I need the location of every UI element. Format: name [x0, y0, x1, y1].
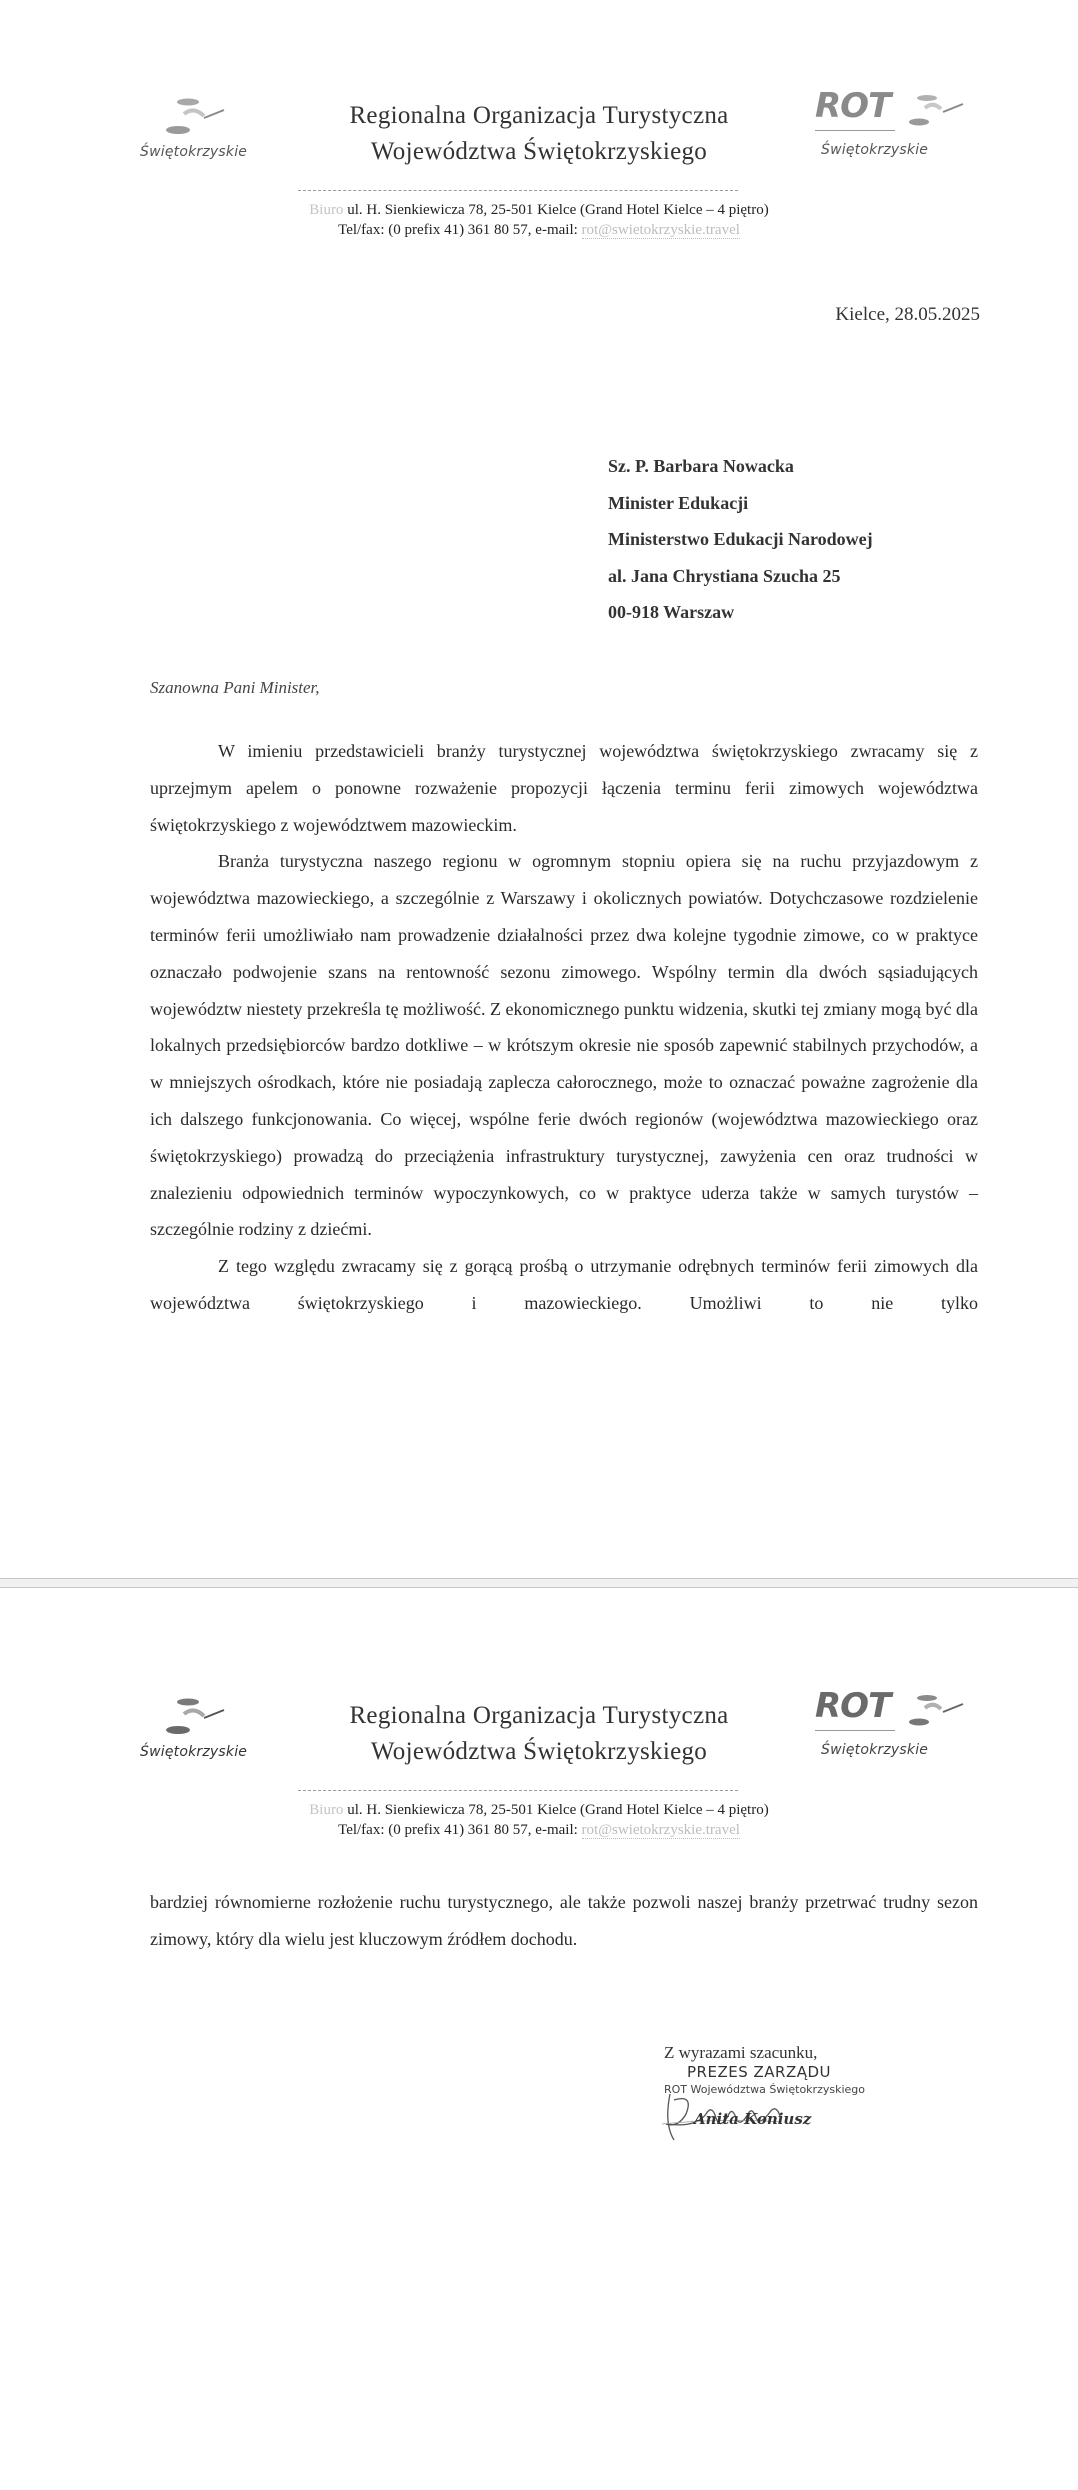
contact-line — [0, 1822, 1078, 1839]
letter-body-continued — [150, 1884, 978, 1958]
salutation: Szanowna Pani Minister, — [150, 678, 320, 697]
letter-date: Kielce, 28.05.2025 — [835, 304, 980, 325]
org-name-line1: Regionalna Organizacja Turystyczna — [349, 1702, 729, 1729]
org-name-line2: Województwa Świętokrzyskiego — [370, 138, 708, 165]
letterhead-rule — [298, 1790, 738, 1791]
signer-name: Anita Koniusz — [694, 2110, 812, 2128]
letterhead-rule — [298, 190, 738, 191]
contact-email[interactable]: rot@swietokrzyskie.travel — [581, 1822, 740, 1838]
address-line — [0, 202, 1078, 219]
letterhead — [0, 1680, 1078, 1850]
rot-logo — [815, 86, 985, 170]
org-name-line2: Województwa Świętokrzyskiego — [370, 1738, 708, 1765]
rot-mark: ROT — [815, 86, 891, 126]
address-prefix: Biuro — [309, 1802, 344, 1818]
letter-page-2 — [0, 1588, 1078, 2490]
closing-block — [664, 2043, 865, 2144]
logo-left-text: Świętokrzyskie — [140, 1744, 248, 1760]
body-paragraph: Branża turystyczna naszego regionu w ogromnym stopniu opiera się na ruchu przyjazdowym z województwa mazowieckiego, a szczególnie z Warszawy i okolicznych powiatów. Dotychczasowe rozdzielenie terminów ferii umożliwiało nam prowadzenie działalności przez dwa kolejne tygodnie zimowe, co w praktyce oznaczało podwojenie szans na rentowność sezonu zimowego. Wspólny termin dla dwóch sąsiadujących województw niestety przekreśla tę możliwość. Z ekonomicznego punktu widzenia, skutki tej zmiany mogą być dla lokalnych przedsiębiorców bardzo dotkliwe – w krótszym okresie nie sposób zapewnić stabilnych przychodów, a w mniejszych ośrodkach, które nie posiadają zaplecza całorocznego, może to oznaczać poważne zagrożenie dla ich dalszego funkcjonowania. Co więcej, wspólne ferie dwóch regionów (województwa mazowieckiego oraz świętokrzyskiego) prowadzą do przeciążenia infrastruktury turystycznej, zawyżenia cen oraz trudności w znalezieniu odpowiednich terminów wypoczynkowych, co w praktyce uderza także w samych turystów – szczególnie rodziny z dziećmi. — [150, 851, 978, 1240]
rot-underline — [815, 130, 895, 131]
address: ul. H. Sienkiewicza 78, 25-501 Kielce (Grand Hotel Kielce – 4 piętro) — [347, 1802, 769, 1818]
rot-mark: ROT — [815, 1686, 891, 1726]
letter-body — [150, 733, 978, 1322]
rot-underline — [815, 1730, 895, 1731]
rot-logo — [815, 1686, 985, 1770]
contact-email[interactable]: rot@swietokrzyskie.travel — [581, 222, 740, 238]
logo-right-text: Świętokrzyskie — [821, 142, 929, 158]
logo-right-text: Świętokrzyskie — [821, 1742, 929, 1758]
org-name-line1: Regionalna Organizacja Turystyczna — [349, 102, 729, 129]
address: ul. H. Sienkiewicza 78, 25-501 Kielce (Grand Hotel Kielce – 4 piętro) — [347, 202, 769, 218]
page-break — [0, 1578, 1078, 1588]
letterhead — [0, 80, 1078, 250]
recipient-line: Minister Edukacji — [608, 492, 749, 513]
signer-title: PREZES ZARZĄDU — [687, 2063, 832, 2081]
recipient-block — [608, 448, 873, 631]
logo-left-text: Świętokrzyskie — [140, 144, 248, 160]
address-prefix: Biuro — [309, 202, 344, 218]
body-paragraph: Z tego względu zwracamy się z gorącą prośbą o utrzymanie odrębnych terminów ferii zimowych dla województwa świętokrzyskiego i mazowieckiego. Umożliwi to nie tylko — [150, 1256, 978, 1313]
body-paragraph: W imieniu przedstawicieli branży turystycznej województwa świętokrzyskiego zwracamy się z uprzejmym apelem o ponowne rozważenie propozycji łączenia terminu ferii zimowych województwa świętokrzyskiego z województwem mazowieckim. — [150, 741, 978, 835]
bird-logo-icon — [899, 1690, 979, 1734]
bird-logo-icon — [899, 90, 979, 134]
contact-phone: Tel/fax: (0 prefix 41) 361 80 57, e-mail: — [338, 1822, 578, 1838]
signer-organization: ROT Województwa Świętokrzyskiego — [664, 2083, 865, 2096]
recipient-line: al. Jana Chrystiana Szucha 25 — [608, 565, 841, 586]
contact-phone: Tel/fax: (0 prefix 41) 361 80 57, e-mail: — [338, 222, 578, 238]
recipient-line: Ministerstwo Edukacji Narodowej — [608, 529, 873, 549]
contact-line — [0, 222, 1078, 239]
closing-regards: Z wyrazami szacunku, — [664, 2043, 818, 2062]
address-line — [0, 1802, 1078, 1819]
signature — [664, 2098, 865, 2144]
recipient-line: 00-918 Warszaw — [608, 602, 735, 622]
body-paragraph: bardziej równomierne rozłożenie ruchu turystycznego, ale także pozwoli naszej branży przetrwać trudny sezon zimowy, który dla wielu jest kluczowym źródłem dochodu. — [150, 1892, 978, 1949]
recipient-line: Sz. P. Barbara Nowacka — [608, 456, 794, 476]
